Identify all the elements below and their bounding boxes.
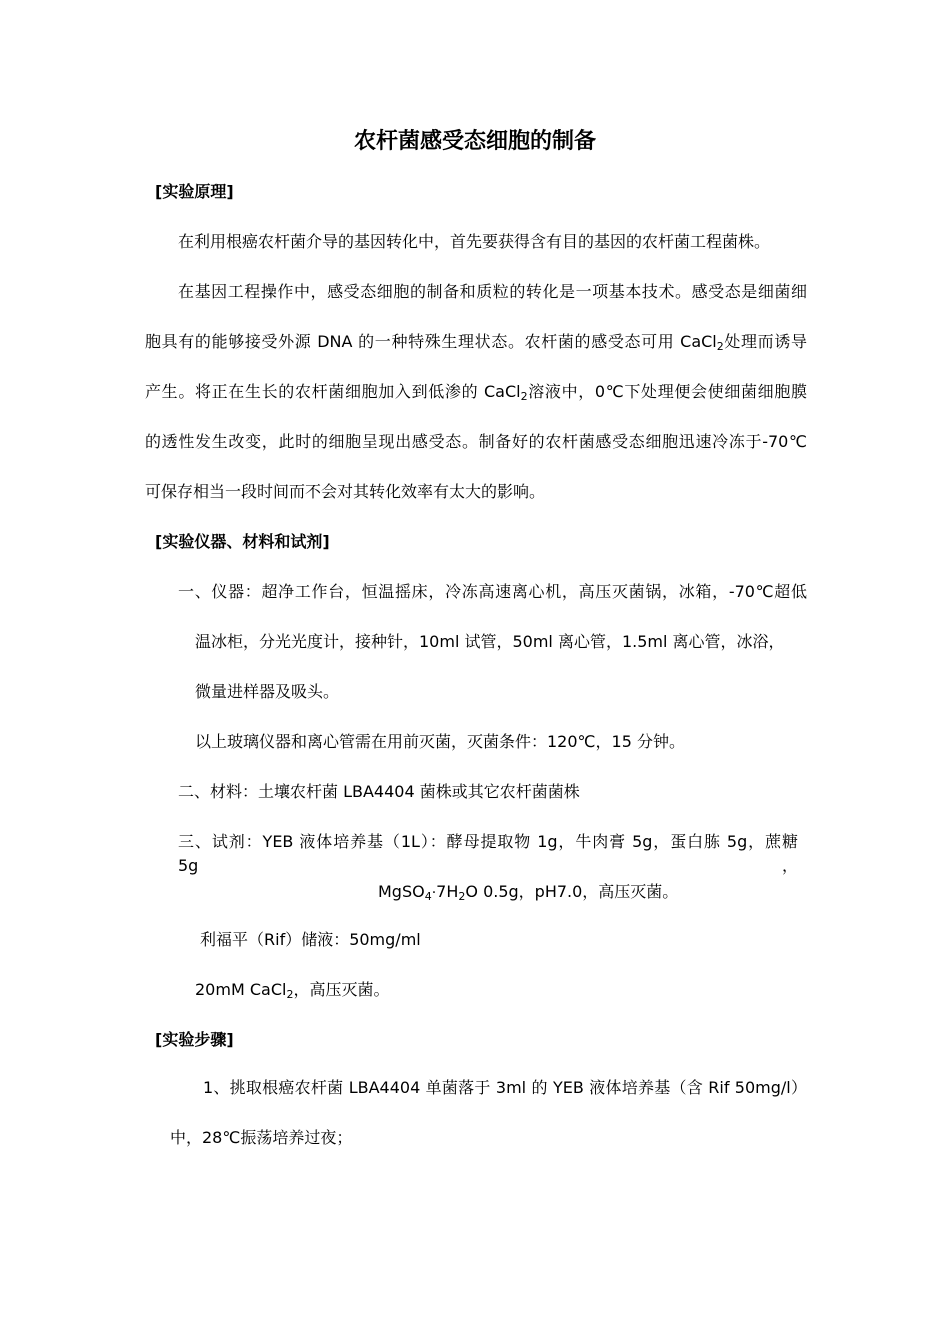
paragraph-line — [145, 330, 807, 359]
text-run: ，高压灭菌。 — [293, 980, 390, 999]
text-run: 胞具有的能够接受外源 DNA 的一种特殊生理状态。农杆菌的感受态可用 CaCl — [145, 332, 717, 351]
subscript: 4 — [424, 890, 432, 903]
paragraph-line: 可保存相当一段时间而不会对其转化效率有太大的影响。 — [145, 482, 546, 501]
step-line: 1、挑取根癌农杆菌 LBA4404 单菌落于 3ml 的 YEB 液体培养基（含 Rif 50mg/l） — [203, 1078, 807, 1097]
reagent-line — [378, 880, 678, 909]
subscript: 2 — [286, 988, 294, 1001]
section-heading-steps: [实验步骤] — [155, 1030, 234, 1049]
text-run: 处理而诱导 — [723, 332, 807, 351]
text-run: 溶液中，0℃下处理便会使细菌细胞膜 — [527, 382, 807, 401]
text-run: · — [431, 885, 437, 901]
subscript: 2 — [520, 390, 528, 403]
text-run: 产生。将正在生长的农杆菌细胞加入到低渗的 CaCl — [145, 382, 521, 401]
paragraph-line — [145, 380, 807, 409]
paragraph-line: 的透性发生改变，此时的细胞呈现出感受态。制备好的农杆菌感受态细胞迅速冷冻于-70℃ — [145, 432, 807, 451]
text-run: 7H — [436, 882, 459, 901]
rif-line: 利福平（Rif）储液：50mg/ml — [200, 930, 421, 949]
section-heading-principle: [实验原理] — [155, 182, 234, 201]
instrument-line: 温冰柜，分光光度计，接种针，10ml 试管，50ml 离心管，1.5ml 离心管，冰浴， — [195, 632, 785, 651]
material-line: 二、材料：土壤农杆菌 LBA4404 菌株或其它农杆菌菌株 — [178, 782, 580, 801]
text-run: O 0.5g，pH7.0，高压灭菌。 — [465, 882, 679, 901]
sterilization-note: 以上玻璃仪器和离心管需在用前灭菌，灭菌条件：120℃，15 分钟。 — [195, 732, 685, 751]
cacl-line — [195, 978, 389, 1007]
text-run: 20mM CaCl — [195, 980, 287, 999]
subscript: 2 — [458, 890, 466, 903]
step-line: 中，28℃振荡培养过夜； — [170, 1128, 353, 1147]
text-run: MgSO — [378, 882, 425, 901]
section-heading-materials: [实验仪器、材料和试剂] — [155, 532, 330, 551]
instrument-line: 一、仪器：超净工作台，恒温摇床，冷冻高速离心机，高压灭菌锅，冰箱，-70℃超低 — [178, 582, 807, 601]
reagent-line: 三、试剂：YEB 液体培养基（1L）：酵母提取物 1g，牛肉膏 5g，蛋白胨 5g，蔗糖 5g， — [178, 832, 798, 875]
paragraph-line: 在利用根癌农杆菌介导的基因转化中，首先要获得含有目的基因的农杆菌工程菌株。 — [178, 232, 771, 251]
page-title: 农杆菌感受态细胞的制备 — [353, 129, 596, 154]
paragraph-line: 在基因工程操作中，感受态细胞的制备和质粒的转化是一项基本技术。感受态是细菌细 — [178, 282, 807, 301]
instrument-line: 微量进样器及吸头。 — [195, 682, 340, 701]
subscript: 2 — [716, 340, 724, 353]
